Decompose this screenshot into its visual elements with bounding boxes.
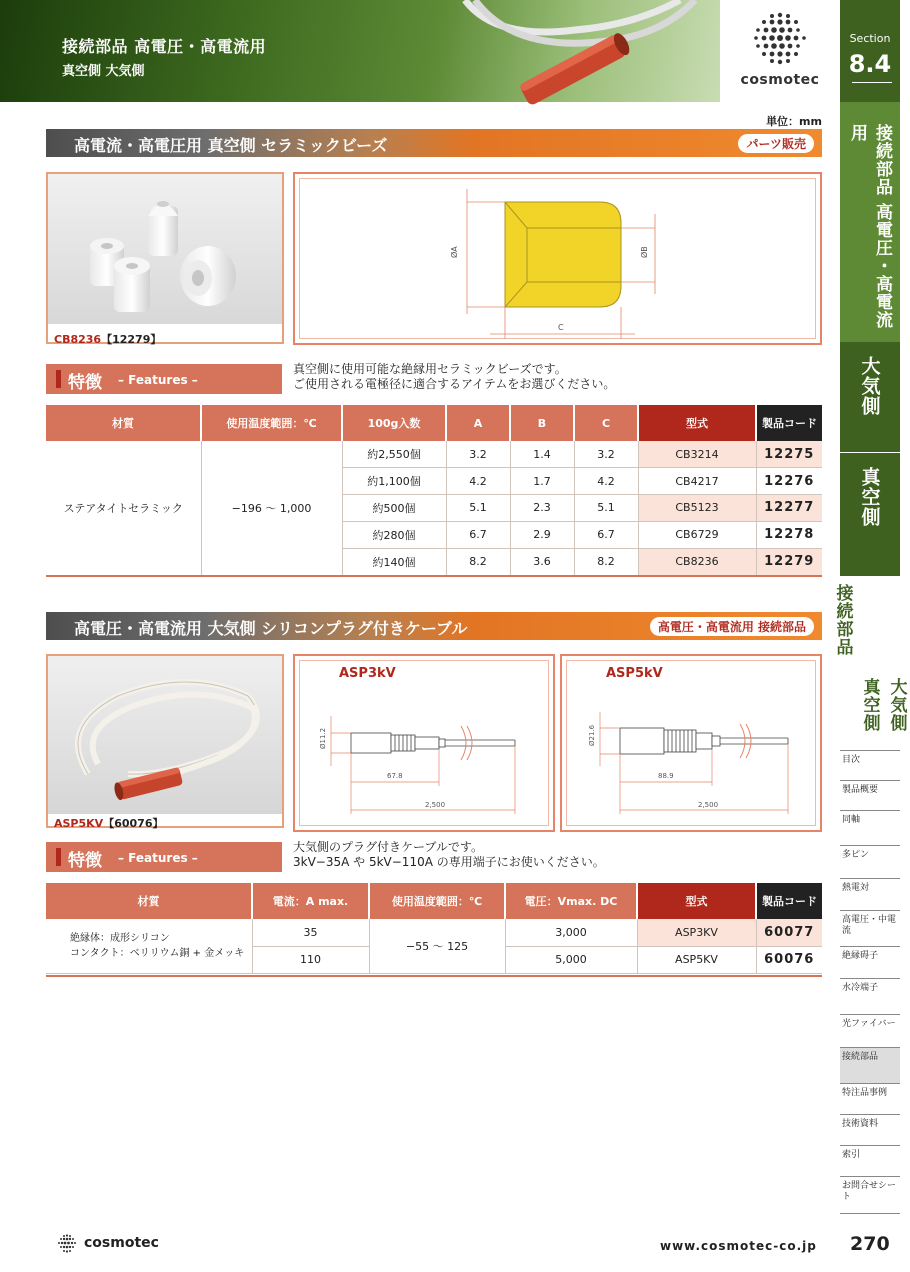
a-cell: 3.2 (446, 441, 510, 468)
cable-section-title: 高電圧・高電流用 大気側 シリコンプラグ付きケーブル (74, 619, 468, 638)
a-cell: 6.7 (446, 521, 510, 548)
col-qty: 100g入数 (342, 405, 446, 441)
cable-banner-image (455, 0, 720, 102)
table-row (46, 441, 822, 468)
current-cell: 35 (252, 919, 369, 946)
cable-temp-cell: −55 〜 125 (369, 919, 505, 973)
b-cell: 2.3 (510, 495, 574, 522)
cable-photo (46, 654, 284, 828)
beads-photo-caption (54, 331, 161, 347)
side-current-b: 真空側 (859, 678, 880, 732)
header-subtitle: 真空側 大気側 (62, 64, 145, 79)
voltage-cell: 5,000 (505, 946, 637, 973)
section-divider (852, 82, 892, 83)
nav-item-custom[interactable]: 特注品事例 (840, 1083, 900, 1114)
beads-desc-line2: ご使用される電極径に適合するアイテムをお選びください。 (293, 377, 616, 391)
model-cell: CB3214 (638, 441, 756, 468)
footer-logo-icon (56, 1233, 78, 1255)
cable-photo-caption (54, 815, 163, 831)
code-cell: 12277 (756, 495, 822, 522)
cable-spec-table (46, 883, 822, 974)
cable-material-line1: 絶縁体：成形シリコン (70, 932, 170, 944)
voltage-cell: 3,000 (505, 919, 637, 946)
page-header (0, 0, 840, 102)
asp5kv-drawing (560, 654, 822, 832)
cable-table-bottom-rule (46, 975, 822, 977)
asp3kv-drawing-title: ASP3kV (339, 666, 396, 681)
nav-item-thermocouple[interactable]: 熱電対 (840, 878, 900, 910)
cable-features-label: 特徴 (68, 851, 102, 871)
col-temp: 使用温度範囲：℃ (369, 883, 505, 919)
bead-dimension-drawing (295, 174, 820, 343)
nav-item-water-cooled[interactable]: 水冷端子 (840, 978, 900, 1014)
qty-cell: 約1,100個 (342, 468, 446, 495)
nav-item-fiber[interactable]: 光ファイバー (840, 1014, 900, 1047)
col-material: 材質 (46, 883, 252, 919)
col-current: 電流：A max. (252, 883, 369, 919)
current-cell: 110 (252, 946, 369, 973)
beads-photo-model: CB8236 (54, 333, 102, 346)
cable-features-en: – Features – (118, 851, 198, 865)
b-cell: 3.6 (510, 548, 574, 575)
section-label: Section (849, 32, 891, 45)
col-code: 製品コード (756, 405, 822, 441)
nav-item-coax[interactable]: 同軸 (840, 810, 900, 845)
footer-url[interactable]: www.cosmotec-co.jp (660, 1239, 817, 1253)
asp3kv-dimension-drawing (295, 656, 553, 830)
col-b: B (510, 405, 574, 441)
beads-photo (46, 172, 284, 344)
side-tab-main-label: 接続部品 高電圧・高電流用 (847, 124, 892, 329)
col-code: 製品コード (756, 883, 822, 919)
beads-description (293, 362, 615, 392)
beads-section-title: 高電流・高電圧用 真空側 セラミックビーズ (74, 136, 388, 155)
side-tab-atmos-label: 大気側 (858, 356, 881, 416)
code-cell: 60076 (756, 946, 822, 973)
code-cell: 12275 (756, 441, 822, 468)
beads-badge: パーツ販売 (738, 134, 814, 153)
qty-cell: 約500個 (342, 495, 446, 522)
asp3kv-dia-label: Ø11.2 (319, 727, 327, 749)
asp5kv-drawing-title: ASP5kV (606, 666, 663, 681)
asp3kv-len-label: 67.8 (387, 772, 403, 780)
nav-item-hv-mc[interactable]: 高電圧・中電流 (840, 910, 900, 946)
nav-item-index[interactable]: 索引 (840, 1145, 900, 1176)
section-number: 8.4 (848, 50, 892, 78)
a-cell: 4.2 (446, 468, 510, 495)
silicone-cable-image (48, 656, 282, 814)
code-cell: 12279 (756, 548, 822, 575)
beads-section-header (46, 129, 822, 157)
unit-label: 単位：mm (766, 115, 822, 128)
code-cell: 12276 (756, 468, 822, 495)
table-row (46, 919, 822, 946)
page-number: 270 (850, 1233, 890, 1255)
asp5kv-dia-label: Ø21.6 (588, 724, 596, 746)
model-cell: ASP5KV (637, 946, 756, 973)
model-cell: CB5123 (638, 495, 756, 522)
col-c: C (574, 405, 638, 441)
c-cell: 6.7 (574, 521, 638, 548)
beads-table-bottom-rule (46, 575, 822, 577)
nav-item-tech[interactable]: 技術資料 (840, 1114, 900, 1145)
logo-text: cosmotec (740, 72, 820, 88)
col-model: 型式 (637, 883, 756, 919)
material-cell: ステアタイトセラミック (46, 441, 201, 575)
beads-table-header (46, 405, 822, 441)
b-cell: 1.4 (510, 441, 574, 468)
ceramic-beads-image (48, 174, 282, 324)
beads-drawing (293, 172, 822, 345)
header-banner (0, 0, 720, 102)
nav-item-connector[interactable]: 接続部品 (840, 1047, 900, 1083)
dim-a-label: ØA (450, 246, 459, 258)
cable-desc-line2: 3kV−35A や 5kV−110A の専用端子にお使いください。 (293, 855, 605, 869)
c-cell: 4.2 (574, 468, 638, 495)
asp3kv-drawing (293, 654, 555, 832)
cable-section-header (46, 612, 822, 640)
b-cell: 2.9 (510, 521, 574, 548)
cable-table-header (46, 883, 822, 919)
model-cell: CB6729 (638, 521, 756, 548)
b-cell: 1.7 (510, 468, 574, 495)
a-cell: 8.2 (446, 548, 510, 575)
col-voltage: 電圧：Vmax. DC (505, 883, 637, 919)
side-current-c: 大気側 (886, 678, 907, 732)
model-cell: ASP3KV (637, 919, 756, 946)
cable-photo-code: 【60076】 (103, 817, 164, 830)
c-cell: 5.1 (574, 495, 638, 522)
asp5kv-total-label: 2,500 (698, 801, 719, 809)
cable-features-header (46, 842, 282, 872)
nav-item-multipin[interactable]: 多ピン (840, 845, 900, 878)
cable-badge: 高電圧・高電流用 接続部品 (650, 617, 814, 636)
header-title: 接続部品 高電圧・高電流用 (62, 37, 267, 56)
c-cell: 8.2 (574, 548, 638, 575)
asp3kv-total-label: 2,500 (425, 801, 446, 809)
dim-c-label: C (558, 323, 564, 332)
col-material: 材質 (46, 405, 201, 441)
nav-item-overview[interactable]: 製品概要 (840, 780, 900, 810)
a-cell: 5.1 (446, 495, 510, 522)
col-a: A (446, 405, 510, 441)
asp5kv-dimension-drawing (562, 656, 820, 830)
footer-brand: cosmotec (84, 1235, 159, 1251)
beads-features-en: – Features – (118, 373, 198, 387)
beads-features-header (46, 364, 282, 394)
beads-photo-code: 【12279】 (101, 333, 162, 346)
col-temp: 使用温度範囲：℃ (201, 405, 342, 441)
beads-features-label: 特徴 (68, 373, 102, 393)
side-tab-atmos[interactable] (840, 342, 900, 452)
cable-desc-line1: 大気側のプラグ付きケーブルです。 (293, 840, 483, 854)
cable-material-line2: コンタクト：ベリリウム銅 + 金メッキ (70, 947, 245, 959)
temp-cell: −196 〜 1,000 (201, 441, 342, 575)
side-tab-vacuum-label: 真空側 (858, 467, 881, 527)
asp5kv-len-label: 88.9 (658, 772, 674, 780)
cable-photo-model: ASP5KV (54, 817, 104, 830)
beads-desc-line1: 真空側に使用可能な絶縁用セラミックビーズです。 (293, 362, 567, 376)
side-tab-vacuum[interactable] (840, 452, 900, 576)
code-cell: 12278 (756, 521, 822, 548)
model-cell: CB4217 (638, 468, 756, 495)
side-current-a: 接続部品 (832, 584, 853, 656)
cosmotec-logo-icon (750, 10, 810, 70)
code-cell: 60077 (756, 919, 822, 946)
side-tab-main[interactable] (840, 102, 900, 342)
dim-b-label: ØB (640, 246, 649, 258)
cable-material-cell (46, 919, 252, 973)
side-current-section (832, 584, 907, 744)
c-cell: 3.2 (574, 441, 638, 468)
cable-description (293, 840, 605, 870)
nav-item-inquiry[interactable]: お問合せシート (840, 1176, 900, 1214)
qty-cell: 約2,550個 (342, 441, 446, 468)
qty-cell: 約280個 (342, 521, 446, 548)
nav-item-toc[interactable]: 目次 (840, 750, 900, 780)
col-model: 型式 (638, 405, 756, 441)
beads-spec-table (46, 405, 822, 576)
nav-item-insulator[interactable]: 絶縁碍子 (840, 946, 900, 978)
model-cell: CB8236 (638, 548, 756, 575)
qty-cell: 約140個 (342, 548, 446, 575)
